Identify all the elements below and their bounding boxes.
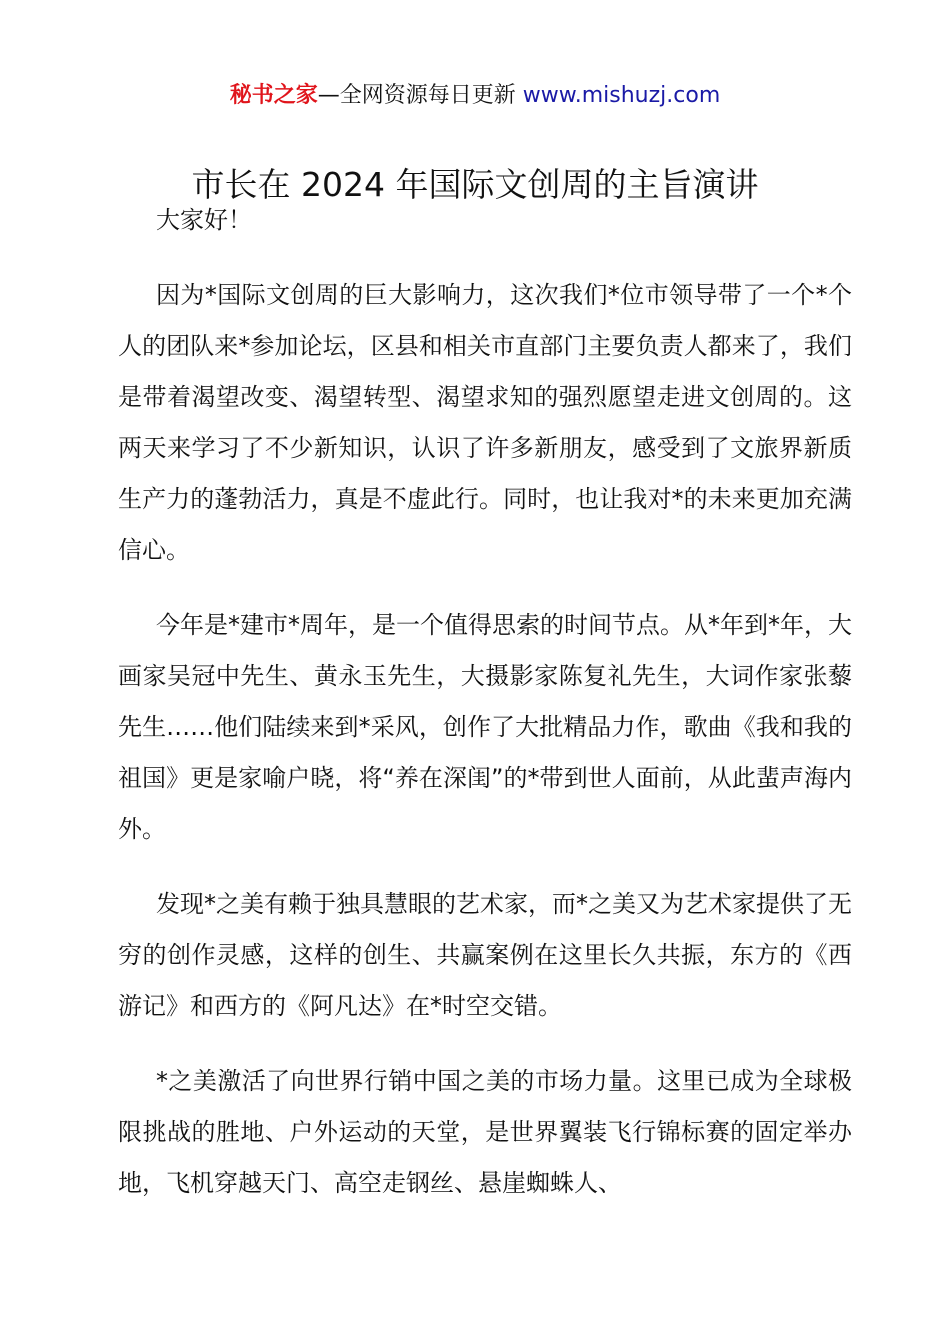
body-paragraph-4: *之美激活了向世界行销中国之美的市场力量。这里已成为全球极限挑战的胜地、户外运动的天堂，是世界翼装飞行锦标赛的固定举办地，飞机穿越天门、高空走钢丝、悬崖蜘蛛人、 [118,1067,852,1197]
greeting-paragraph: 大家好！ [156,206,252,234]
body-paragraph-3: 发现*之美有赖于独具慧眼的艺术家，而*之美又为艺术家提供了无穷的创作灵感，这样的创生、共赢案例在这里长久共振，东方的《西游记》和西方的《阿凡达》在*时空交错。 [118,890,852,1020]
header-tagline: —全网资源每日更新 [317,83,523,108]
body-paragraph-1: 因为*国际文创周的巨大影响力，这次我们*位市领导带了一个*个人的团队来*参加论坛，区县和相关市直部门主要负责人都来了，我们是带着渴望改变、渴望转型、渴望求知的强烈愿望走进文创周的。这两天来学习了不少新知识，认识了许多新朋友，感受到了文旅界新质生产力的蓬勃活力，真是不虚此行。同时，也让我对*的未来更加充满信心。 [118,281,852,564]
brand-name: 秘书之家 [229,83,318,108]
document-title: 市长在 2024 年国际文创周的主旨演讲 [191,165,759,204]
site-header [0,80,950,112]
site-url-link[interactable]: www.mishuzj.com [522,83,721,108]
body-paragraph-2: 今年是*建市*周年，是一个值得思索的时间节点。从*年到*年，大画家吴冠中先生、黄永玉先生，大摄影家陈复礼先生，大词作家张藜先生……他们陆续来到*采风，创作了大批精品力作，歌曲《我和我的祖国》更是家喻户晓，将“养在深闺”的*带到世人面前，从此蜚声海内外。 [118,611,852,843]
document-body [118,195,852,1209]
